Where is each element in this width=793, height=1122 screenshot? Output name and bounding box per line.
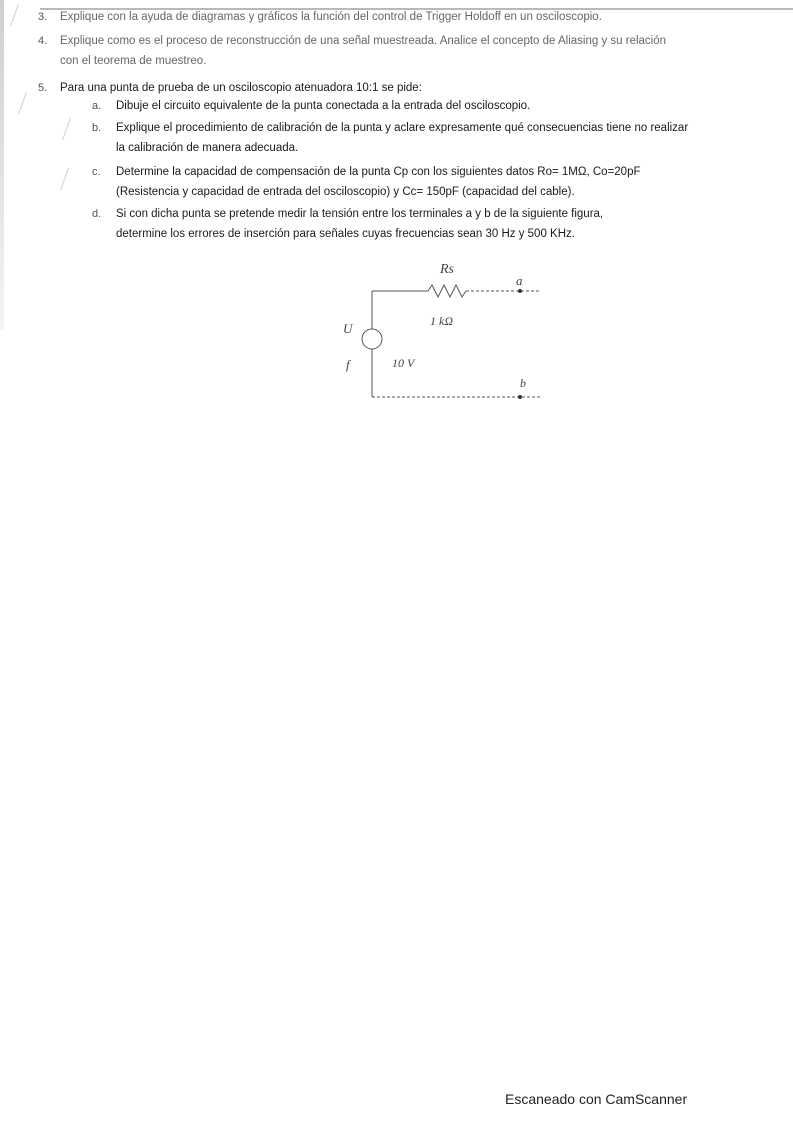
margin-check-mark	[10, 4, 29, 26]
item-4-text-line-2: con el teorema de muestreo.	[60, 55, 207, 67]
voltage-source-symbol	[362, 329, 382, 349]
terminal-a-dot	[518, 289, 522, 293]
source-value: 10 V	[392, 356, 415, 370]
item-number: 4.	[38, 35, 48, 47]
terminal-b-label: b	[520, 376, 526, 390]
scanner-watermark: Escaneado con CamScanner	[505, 1091, 688, 1107]
margin-check-mark	[62, 118, 81, 140]
circuit-diagram	[330, 255, 560, 405]
subitem-c-text-line-2: (Resistencia y capacidad de entrada del osciloscopio) y Cc= 150pF (capacidad del cable).	[116, 186, 575, 198]
subitem-b-text-line-1: Explique el procedimiento de calibración de la punta y aclare expresamente qué consecuencias tiene no realizar	[116, 122, 689, 134]
item-4-text-line-1: Explique como es el proceso de reconstrucción de una señal muestreada. Analice el concepto de Aliasing y su relación	[60, 35, 667, 47]
subitem-letter: c.	[92, 166, 101, 178]
item-number: 3.	[38, 11, 48, 23]
subitem-c-text-line-1: Determine la capacidad de compensación de la punta Cp con los siguientes datos Ro= 1MΩ, Co=20pF	[116, 166, 641, 178]
item-number: 5.	[38, 82, 48, 94]
scan-left-edge	[0, 0, 4, 330]
subitem-d-text-line-1: Si con dicha punta se pretende medir la tensión entre los terminales a y b de la siguiente figura,	[116, 208, 604, 220]
subitem-d-text-line-2: determine los errores de inserción para señales cuyas frecuencias sean 30 Hz y 500 KHz.	[116, 228, 575, 240]
subitem-b-text-line-2: la calibración de manera adecuada.	[116, 142, 299, 154]
resistor-name: Rs	[440, 262, 454, 277]
source-label-top: U	[343, 321, 353, 336]
source-label-bottom: f	[346, 357, 350, 372]
subitem-a-text: Dibuje el circuito equivalente de la punta conectada a la entrada del osciloscopio.	[116, 100, 531, 112]
margin-check-mark	[18, 92, 37, 114]
resistor-value: 1 kΩ	[430, 314, 454, 328]
margin-check-mark	[60, 168, 79, 190]
item-5-text: Para una punta de prueba de un osciloscopio atenuadora 10:1 se pide:	[60, 82, 422, 94]
subitem-letter: b.	[92, 122, 102, 134]
item-3-text: Explique con la ayuda de diagramas y gráficos la función del control de Trigger Holdoff en un osciloscopio.	[60, 11, 602, 23]
resistor-symbol	[428, 285, 466, 297]
subitem-letter: d.	[92, 208, 102, 220]
terminal-a-label: a	[516, 273, 523, 288]
subitem-letter: a.	[92, 100, 102, 112]
terminal-b-dot	[518, 395, 522, 399]
